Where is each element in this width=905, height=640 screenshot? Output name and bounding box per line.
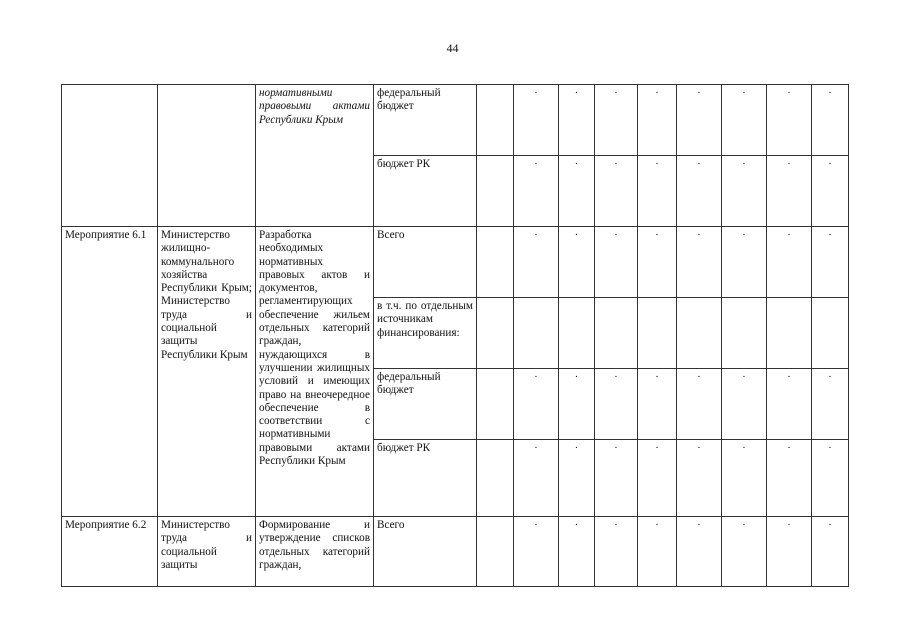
description-cell — [256, 227, 374, 517]
description-text: нормативными правовыми актами Республики Крым — [259, 87, 370, 126]
value-cell: · — [559, 156, 595, 227]
table-row — [62, 85, 849, 156]
executor-text: Министерство труда и социальной защиты — [161, 519, 252, 571]
value-cell — [477, 517, 514, 587]
description-text: Разработка необходимых нормативных правовых актов и документов, регламентирующих обеспечение жильем отдельных категорий граждан, нуждающихся в улучшении жилищных условий и имеющих право на внеочередное обеспечение в соответствии с нормативными правовыми актами Республики Крым — [259, 229, 370, 468]
value-cell: · — [767, 85, 812, 156]
value-cell — [477, 156, 514, 227]
value-cell: · — [722, 440, 767, 517]
value-cell: · — [677, 440, 722, 517]
value-cell: · — [595, 440, 638, 517]
value-cell: · — [514, 85, 559, 156]
value-cell: · — [812, 369, 849, 440]
table-row — [62, 517, 849, 587]
value-cell: · — [514, 517, 559, 587]
source-cell — [374, 440, 477, 517]
value-cell: · — [677, 369, 722, 440]
measure-label: Мероприятие 6.1 — [65, 229, 147, 241]
value-cell: · — [767, 369, 812, 440]
value-cell — [812, 298, 849, 369]
value-cell: · — [559, 517, 595, 587]
value-cell — [477, 85, 514, 156]
value-cell: · — [514, 369, 559, 440]
value-cell: · — [722, 369, 767, 440]
value-cell: · — [514, 440, 559, 517]
value-cell: · — [595, 369, 638, 440]
source-cell — [374, 298, 477, 369]
executor-cell — [158, 517, 256, 587]
value-cell — [767, 298, 812, 369]
value-cell: · — [559, 227, 595, 298]
value-cell — [559, 298, 595, 369]
value-cell: · — [677, 85, 722, 156]
value-cell: · — [767, 440, 812, 517]
value-cell — [477, 369, 514, 440]
value-cell — [722, 298, 767, 369]
measure-cell — [62, 227, 158, 517]
value-cell: · — [638, 440, 677, 517]
value-cell: · — [677, 517, 722, 587]
value-cell — [477, 227, 514, 298]
value-cell: · — [595, 156, 638, 227]
measure-cell — [62, 85, 158, 227]
value-cell: · — [812, 440, 849, 517]
value-cell: · — [638, 369, 677, 440]
value-cell: · — [559, 369, 595, 440]
executor-cell — [158, 227, 256, 517]
source-federal-label: федеральный бюджет — [377, 87, 441, 113]
value-cell: · — [812, 85, 849, 156]
value-cell: · — [638, 85, 677, 156]
value-cell — [677, 298, 722, 369]
value-cell — [595, 298, 638, 369]
value-cell: · — [677, 156, 722, 227]
source-cell — [374, 517, 477, 587]
value-cell — [477, 440, 514, 517]
value-cell: · — [812, 227, 849, 298]
value-cell: · — [812, 517, 849, 587]
source-cell — [374, 156, 477, 227]
source-cell — [374, 85, 477, 156]
source-incl-label: в т.ч. по отдельным источникам финансирования: — [377, 300, 473, 339]
source-federal-label: федеральный бюджет — [377, 371, 441, 397]
executor-text: Министерство жилищно-коммунального хозяйства Республики Крым; Министерство труда и социальной защиты Республики Крым — [161, 229, 252, 361]
value-cell: · — [559, 85, 595, 156]
value-cell: · — [638, 156, 677, 227]
source-rk-label: бюджет РК — [377, 158, 431, 170]
value-cell: · — [767, 227, 812, 298]
value-cell: · — [638, 517, 677, 587]
value-cell — [514, 298, 559, 369]
value-cell: · — [638, 227, 677, 298]
value-cell — [477, 298, 514, 369]
program-measures-table — [61, 84, 849, 587]
value-cell: · — [722, 156, 767, 227]
value-cell: · — [722, 517, 767, 587]
value-cell: · — [722, 227, 767, 298]
table-row — [62, 227, 849, 298]
value-cell — [638, 298, 677, 369]
value-cell: · — [514, 227, 559, 298]
value-cell: · — [595, 517, 638, 587]
value-cell: · — [677, 227, 722, 298]
source-rk-label: бюджет РК — [377, 442, 431, 454]
source-total-label: Всего — [377, 519, 405, 531]
source-total-label: Всего — [377, 229, 405, 241]
page-number: 44 — [446, 41, 459, 55]
source-cell — [374, 369, 477, 440]
value-cell: · — [812, 156, 849, 227]
value-cell: · — [595, 85, 638, 156]
description-cell — [256, 517, 374, 587]
executor-cell — [158, 85, 256, 227]
description-cell — [256, 85, 374, 227]
source-cell — [374, 227, 477, 298]
description-text: Формирование и утверждение списков отдельных категорий граждан, — [259, 519, 370, 571]
value-cell: · — [559, 440, 595, 517]
value-cell: · — [595, 227, 638, 298]
value-cell: · — [767, 517, 812, 587]
measure-cell — [62, 517, 158, 587]
value-cell: · — [767, 156, 812, 227]
measure-label: Мероприятие 6.2 — [65, 519, 147, 531]
value-cell: · — [514, 156, 559, 227]
value-cell: · — [722, 85, 767, 156]
